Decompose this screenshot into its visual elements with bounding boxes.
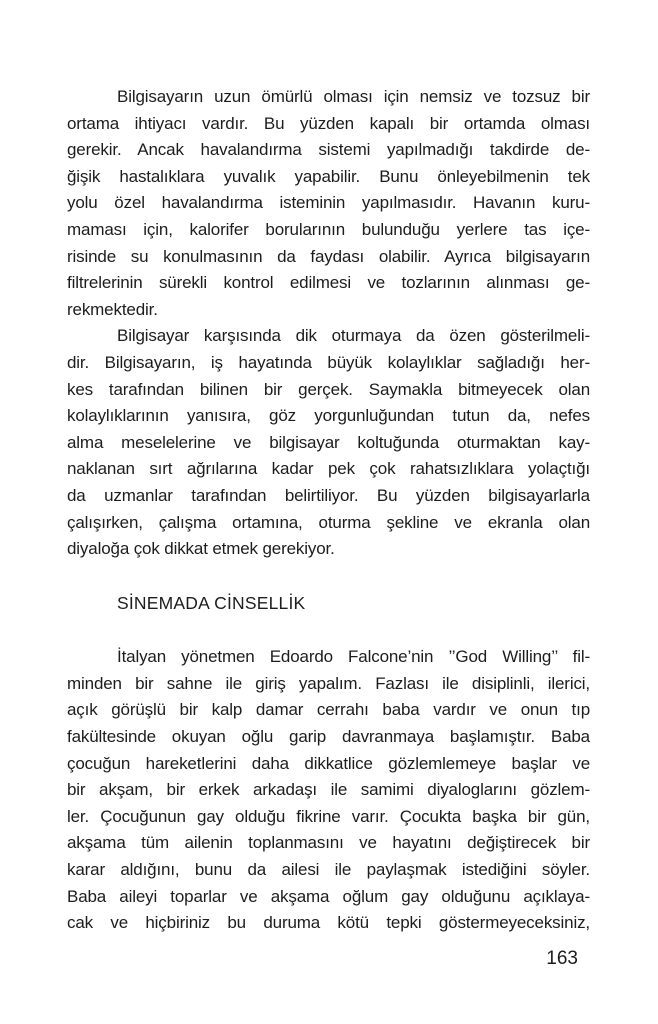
paragraph: [67, 323, 590, 562]
text-column: [67, 84, 590, 937]
text-line: risinde su konulmasının da faydası olabilir. Ayrıca bilgisayarın: [67, 246, 590, 266]
text-line: ortama ihtiyacı vardır. Bu yüzden kapalı bir ortamda olması: [67, 113, 590, 133]
section-heading: SİNEMADA CİNSELLİK: [117, 592, 306, 613]
page-number: 163: [546, 948, 578, 969]
text-line: minden bir sahne ile giriş yapalım. Fazlası ile disiplinli, ilerici,: [67, 673, 590, 693]
text-line: ler. Çocuğunun gay olduğu fikrine varır. Çocukta başka bir gün,: [67, 806, 590, 826]
text-line: karar aldığını, bunu da ailesi ile paylaşmak istediğini söyler.: [67, 860, 590, 880]
text-line: kes tarafından bilinen bir gerçek. Saymakla bitmeyecek olan: [67, 379, 590, 399]
text-line: diyaloğa çok dikkat etmek gerekiyor.: [67, 539, 335, 559]
text-line: rekmektedir.: [67, 299, 158, 319]
text-line: maması için, kalorifer borularının bulunduğu yerlere tas içe-: [67, 219, 590, 239]
text-line: çalışırken, çalışma ortamına, oturma şekline ve ekranla olan: [67, 512, 590, 532]
text-line: çocuğun hareketlerini daha dikkatlice gözlemlemeye başlar ve: [67, 753, 590, 773]
text-line: Bilgisayar karşısında dik oturmaya da özen gösterilmeli-: [117, 326, 590, 346]
text-line: Bilgisayarın uzun ömürlü olması için nemsiz ve tozsuz bir: [117, 87, 590, 106]
text-line: cak ve hiçbiriniz bu duruma kötü tepki göstermeyeceksiniz,: [67, 913, 590, 933]
text-line: kolaylıklarının yanısıra, göz yorgunluğundan tutun da, nefes: [67, 406, 590, 426]
text-line: ğişik hastalıklara yuvalık yapabilir. Bunu önleyebilmenin tek: [67, 166, 590, 186]
text-line: alma meselelerine ve bilgisayar koltuğunda oturmaktan kay-: [67, 432, 590, 452]
text-line: fakültesinde okuyan oğlu garip davranmaya başlamıştır. Baba: [67, 727, 590, 747]
text-line: dir. Bilgisayarın, iş hayatında büyük kolaylıklar sağladığı her-: [67, 352, 590, 372]
text-line: naklanan sırt ağrılarına kadar pek çok rahatsızlıklara yolaçtığı: [67, 459, 590, 479]
text-line: yolu özel havalandırma isteminin yapılmasıdır. Havanın kuru-: [67, 193, 590, 213]
paragraph: [67, 84, 590, 323]
text-line: filtrelerinin sürekli kontrol edilmesi ve tozlarının alınması ge-: [67, 273, 590, 293]
text-line: Baba aileyi toparlar ve akşama oğlum gay olduğunu açıklaya-: [67, 886, 590, 906]
text-line: bir akşam, bir erkek arkadaşı ile samimi diyaloglarını gözlem-: [67, 780, 590, 800]
text-line: açık görüşlü bir kalp damar cerrahı baba vardır ve onun tıp: [67, 700, 590, 720]
text-line: da uzmanlar tarafından belirtiliyor. Bu yüzden bilgisayarlarla: [67, 485, 590, 505]
paragraph: [67, 644, 590, 937]
text-line: gerekir. Ancak havalandırma sistemi yapılmadığı takdirde de-: [67, 140, 590, 160]
text-line: akşama tüm ailenin toplanmasını ve hayatını değiştirecek bir: [67, 833, 590, 853]
text-line: İtalyan yönetmen Edoardo Falcone’nin ’’God Willing’’ fil-: [117, 647, 590, 667]
